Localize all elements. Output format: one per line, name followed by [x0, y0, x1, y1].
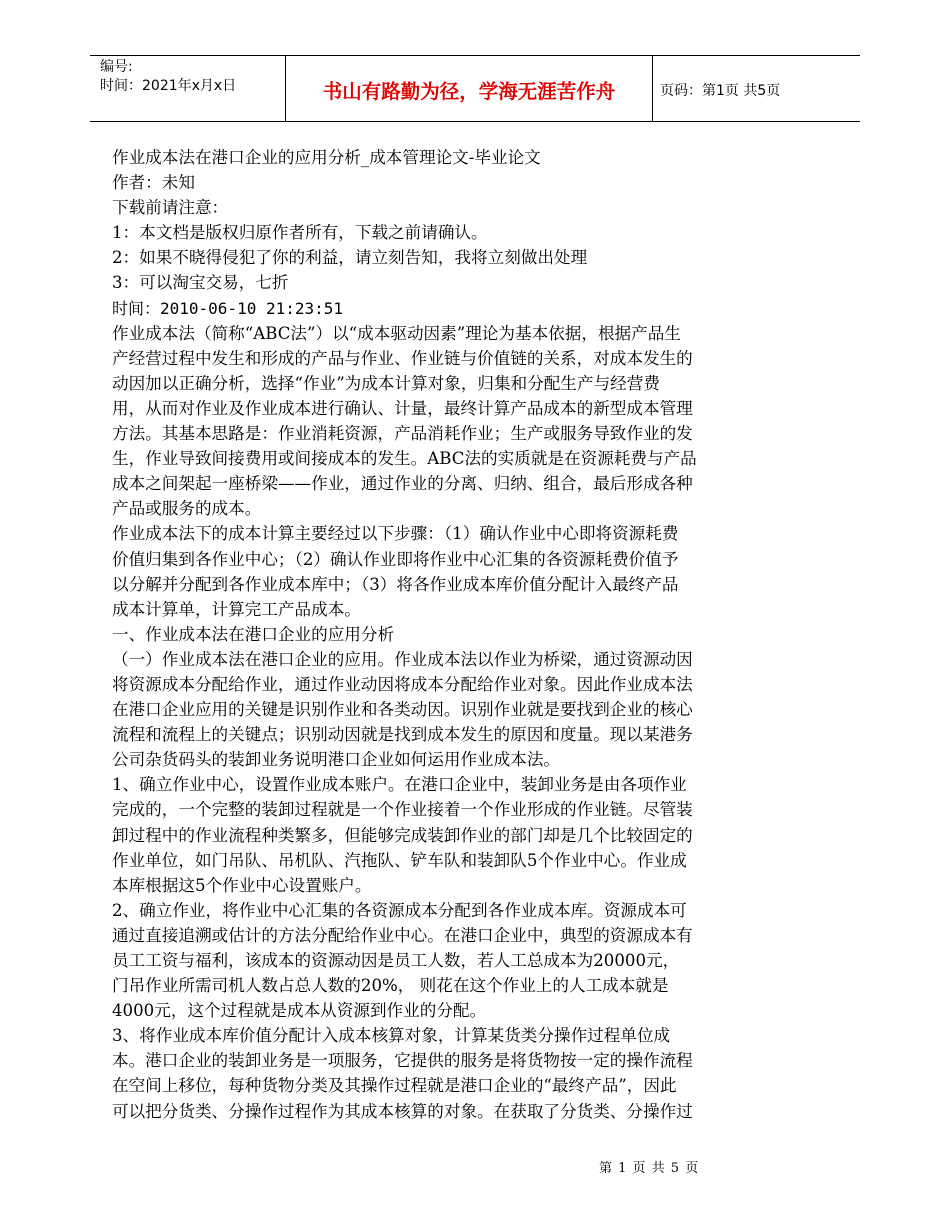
- body-line: 通过直接追溯或估计的方法分配给作业中心。在港口企业中，典型的资源成本有: [112, 925, 693, 945]
- body-line: 方法。其基本思路是：作业消耗资源，产品消耗作业；生产或服务导致作业的发: [112, 424, 693, 444]
- author-line: 作者：未知: [112, 173, 195, 193]
- body-line: 成本之间架起一座桥梁——作业，通过作业的分离、归纳、组合，最后形成各种: [112, 474, 693, 494]
- page-footer: 第 1 页 共 5 页: [599, 1161, 700, 1176]
- body-line: 在空间上移位，每种货物分类及其操作过程就是港口企业的“最终产品”，因此: [112, 1076, 677, 1096]
- document-number-label: 编号:: [100, 59, 133, 75]
- body-line: 作业成本法（简称“ABC法”）以“成本驱动因素”理论为基本依据，根据产品生: [112, 323, 681, 343]
- notice-item-2: 2：如果不晓得侵犯了你的利益，请立刻告知，我将立刻做出处理: [112, 248, 588, 268]
- body-line: 流程和流程上的关键点；识别动因就是找到成本发生的原因和度量。现以某港务: [112, 725, 693, 745]
- document-title: 作业成本法在港口企业的应用分析_成本管理论文-毕业论文: [112, 148, 541, 167]
- body-line: 1、确立作业中心，设置作业成本账户。在港口企业中，装卸业务是由各项作业: [112, 775, 687, 795]
- notice-item-3: 3：可以淘宝交易，七折: [112, 273, 289, 293]
- body-line: 4000元，这个过程就是成本从资源到作业的分配。: [112, 1001, 487, 1021]
- body-line: 产品或服务的成本。: [112, 499, 262, 519]
- notice-item-1: 1：本文档是版权归原作者所有，下载之前请确认。: [112, 223, 488, 243]
- body-line: 在港口企业应用的关键是识别作业和各类动因。识别作业就是要找到企业的核心: [112, 700, 693, 720]
- document-time-label: 时间：2021年x月x日: [100, 78, 237, 94]
- body-line: 公司杂货码头的装卸业务说明港口企业如何运用作业成本法。: [112, 750, 561, 770]
- body-line: 门吊作业所需司机人数占总人数的20%， 则花在这个作业上的人工成本就是: [112, 976, 669, 996]
- body-line: 完成的，一个完整的装卸过程就是一个作业接着一个作业形成的作业链。尽管装: [112, 800, 693, 820]
- body-line: 作业成本法下的成本计算主要经过以下步骤：（1）确认作业中心即将资源耗费: [112, 524, 679, 544]
- header-divider-left: [285, 56, 286, 122]
- section-heading: 一、作业成本法在港口企业的应用分析: [112, 624, 395, 644]
- body-line: 以分解并分配到各作业成本库中；（3）将各作业成本库价值分配计入最终产品: [112, 574, 679, 594]
- notice-heading: 下载前请注意：: [112, 198, 229, 218]
- body-line: （一）作业成本法在港口企业的应用。作业成本法以作业为桥梁，通过资源动因: [112, 649, 693, 669]
- header-bottom-rule: [90, 121, 860, 122]
- body-line: 可以把分货类、分操作过程作为其成本核算的对象。在获取了分货类、分操作过: [112, 1101, 693, 1121]
- body-line: 将资源成本分配给作业，通过作业动因将成本分配给作业对象。因此作业成本法: [112, 674, 693, 694]
- document-body: [112, 145, 772, 1124]
- header-page-info: 页码：第1页 共5页: [660, 83, 781, 99]
- body-line: 员工工资与福利，该成本的资源动因是员工人数，若人工总成本为20000元，: [112, 951, 680, 970]
- header-top-rule: [90, 55, 860, 56]
- body-line: 用，从而对作业及作业成本进行确认、计量，最终计算产品成本的新型成本管理: [112, 398, 693, 418]
- body-line: 2、确立作业，将作业中心汇集的各资源成本分配到各作业成本库。资源成本可: [112, 900, 687, 920]
- header-divider-right: [652, 56, 653, 122]
- body-line: 本库根据这5个作业中心设置账户。: [112, 875, 372, 895]
- body-line: 成本计算单，计算完工产品成本。: [112, 599, 361, 619]
- body-line: 卸过程中的作业流程种类繁多，但能够完成装卸作业的部门却是几个比较固定的: [112, 825, 693, 845]
- header-meta: [100, 58, 236, 96]
- body-line: 3、将作业成本库价值分配计入成本核算对象，计算某货类分操作过程单位成: [112, 1026, 671, 1046]
- body-line: 本。港口企业的装卸业务是一项服务，它提供的服务是将货物按一定的操作流程: [112, 1051, 693, 1071]
- body-line: 价值归集到各作业中心；（2）确认作业即将作业中心汇集的各资源耗费价值予: [112, 549, 679, 569]
- body-line: 生，作业导致间接费用或间接成本的发生。ABC法的实质就是在资源耗费与产品: [112, 449, 697, 469]
- header-motto: 书山有路勤为径，学海无涯苦作舟: [322, 80, 616, 103]
- publish-time: 时间：2010-06-10 21:23:51: [112, 298, 344, 318]
- body-line: 作业单位，如门吊队、吊机队、汽拖队、铲车队和装卸队5个作业中心。作业成: [112, 850, 687, 870]
- body-line: 动因加以正确分析，选择“作业”为成本计算对象，归集和分配生产与经营费: [112, 373, 660, 393]
- body-line: 产经营过程中发生和形成的产品与作业、作业链与价值链的关系，对成本发生的: [112, 348, 693, 368]
